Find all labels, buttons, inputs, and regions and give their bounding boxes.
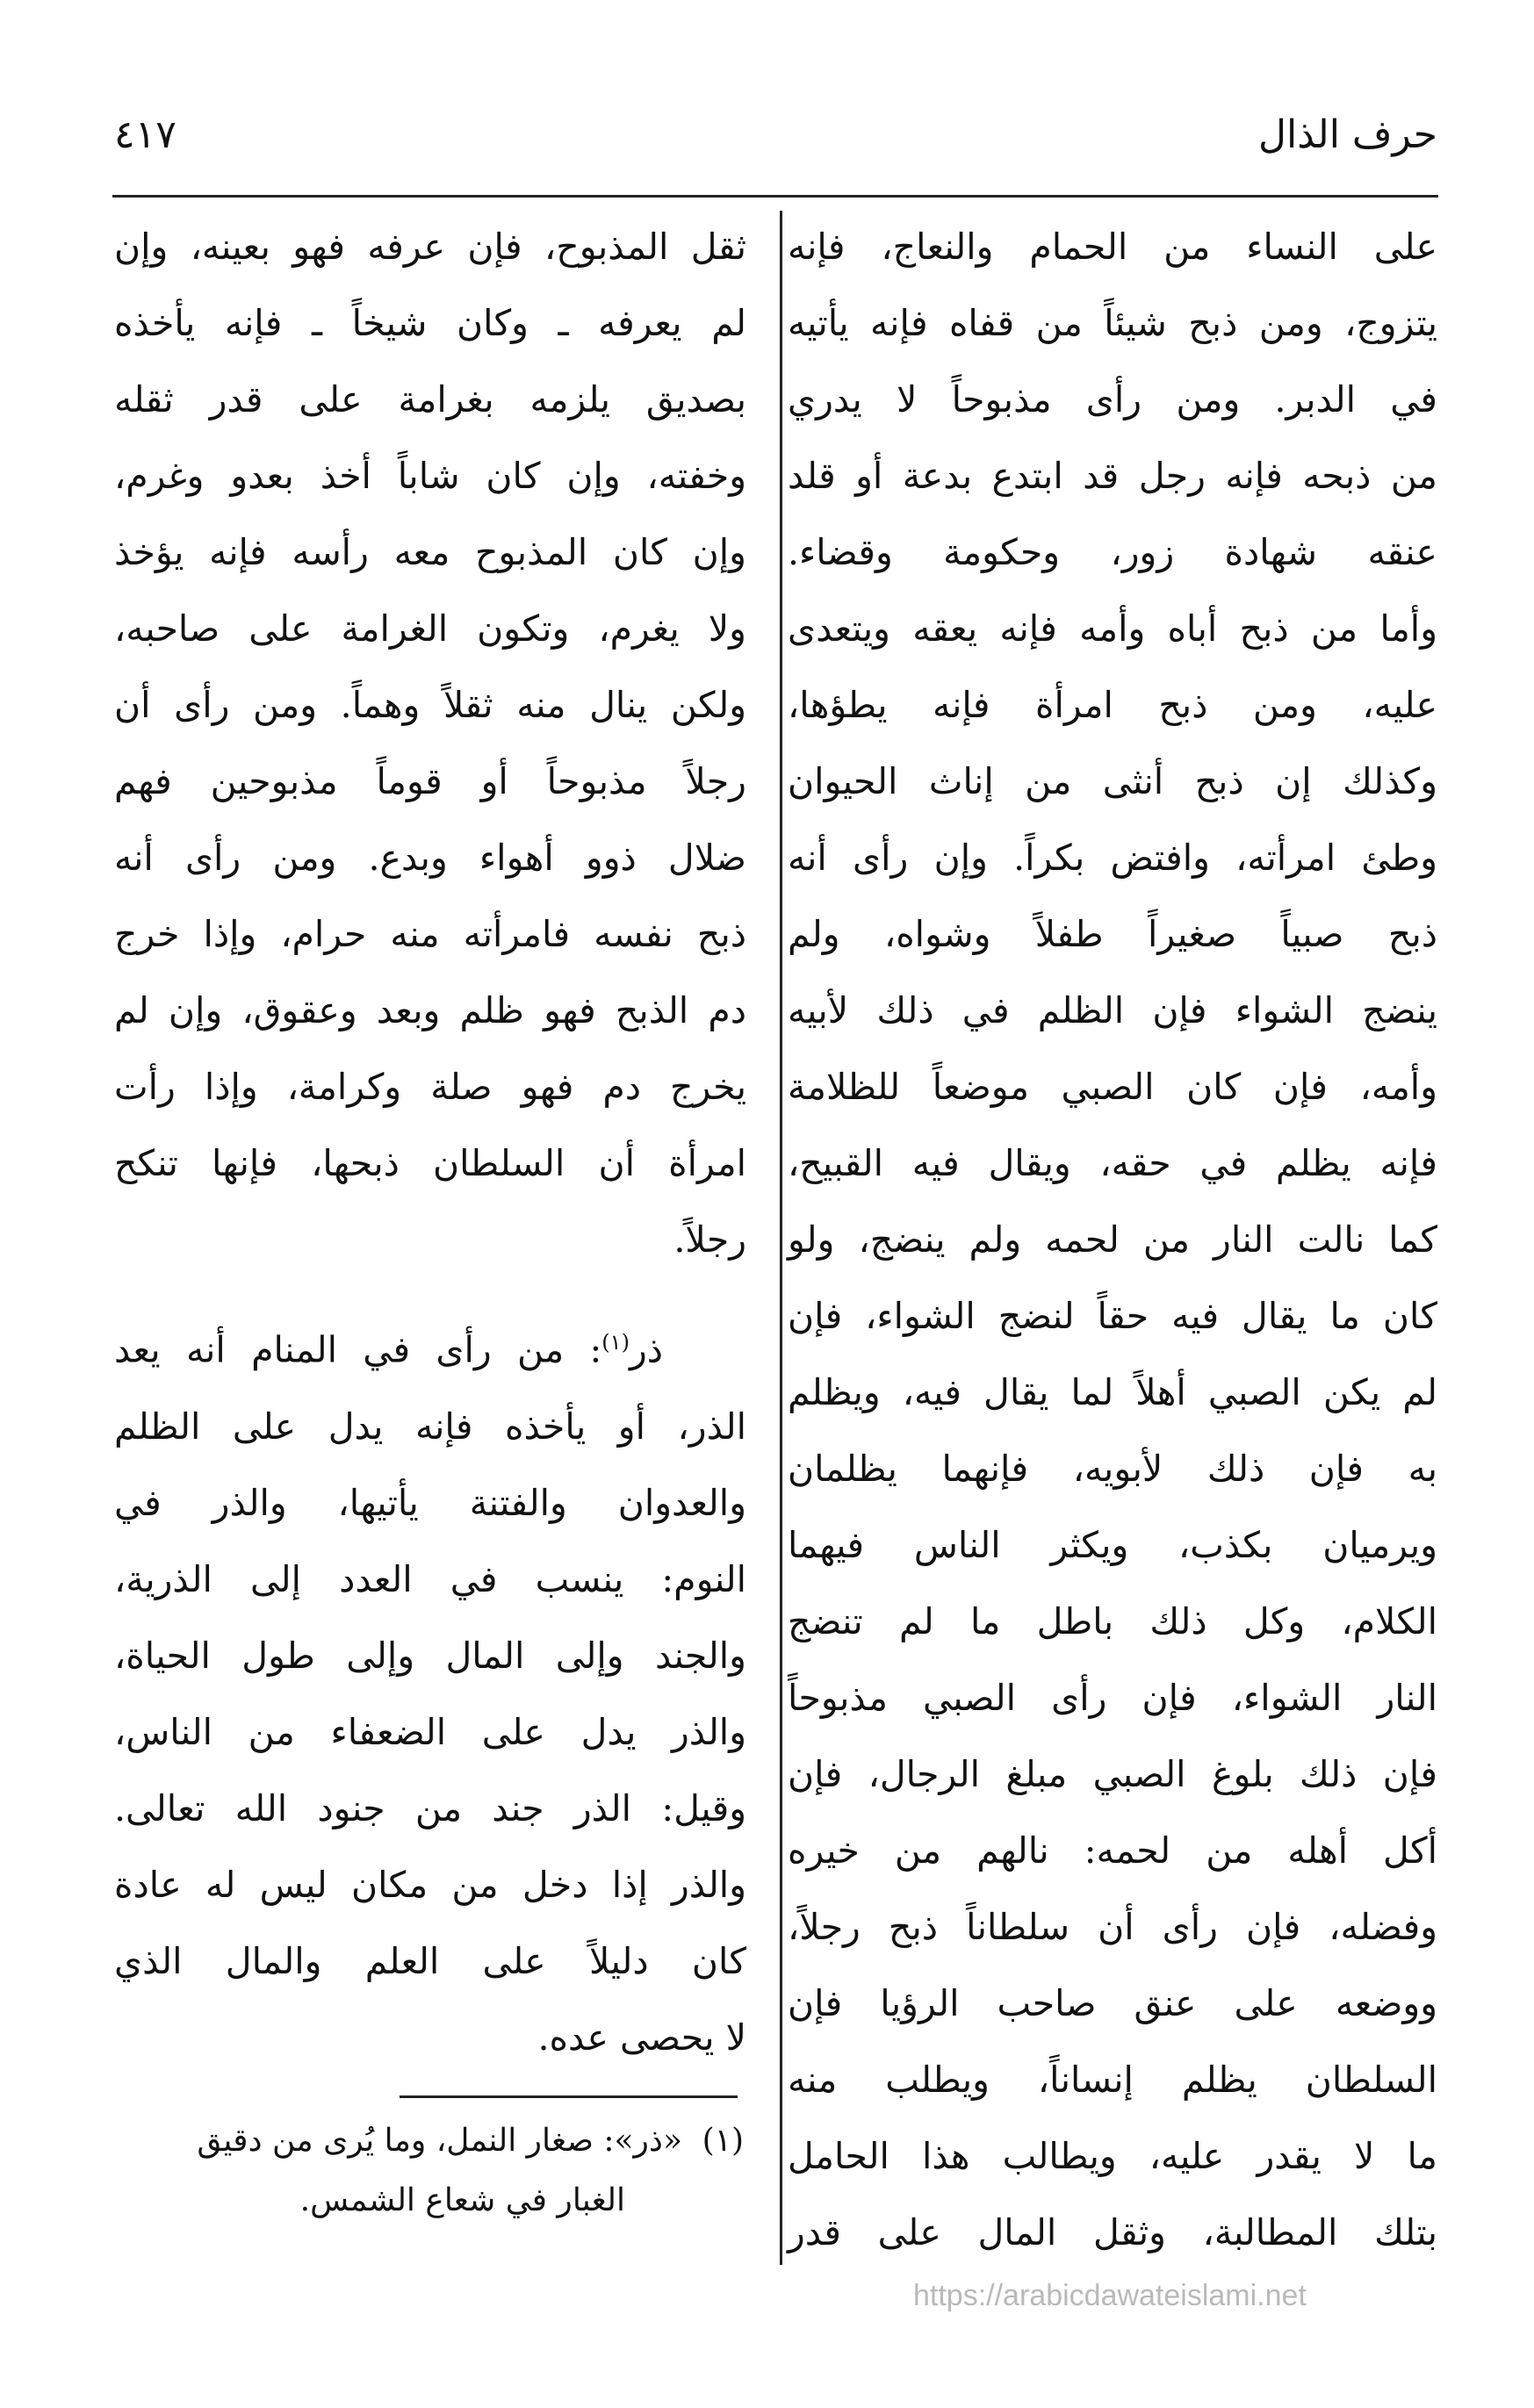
text-line: والجند وإلى المال وإلى طول الحياة،: [114, 1634, 746, 1677]
text-line: وخفته، وإن كان شاباً أخذ بعدو وغرم،: [114, 455, 746, 497]
entry-headword: ذر: [629, 1328, 663, 1371]
text-line: عليه، ومن ذبح امرأة فإنه يطؤها،: [788, 684, 1437, 726]
text-line: ضلال ذوو أهواء وبدع. ومن رأى أنه: [114, 837, 746, 879]
text-line: أكل أهله من لحمه: نالهم من خيره: [788, 1829, 1437, 1872]
text-line: امرأة أن السلطان ذبحها، فإنها تنكح: [114, 1142, 746, 1184]
text-line: لم يكن الصبي أهلاً لما يقال فيه، ويظلم: [788, 1371, 1437, 1413]
text-line: وفضله، فإن رأى أن سلطاناً ذبح رجلاً،: [788, 1906, 1437, 1948]
text-line: وأما من ذبح أباه وأمه فإنه يعقه ويتعدى: [788, 607, 1437, 650]
text-line: فإنه يظلم في حقه، ويقال فيه القبيح،: [788, 1142, 1437, 1184]
text-line: بصديق يلزمه بغرامة على قدر ثقله: [114, 378, 746, 421]
text-line: دم الذبح فهو ظلم وبعد وعقوق، وإن لم: [114, 989, 746, 1031]
text-line: في الدبر. ومن رأى مذبوحاً لا يدري: [788, 378, 1437, 421]
header-rule: [112, 195, 1438, 198]
footnote-line: [112, 2111, 744, 2171]
text-line: كان دليلاً على العلم والمال الذي: [114, 1939, 746, 1982]
text-line: عنقه شهادة زور، وحكومة وقضاء.: [788, 531, 1437, 573]
watermark-url: https://arabicdawateislami.net: [913, 2279, 1307, 2312]
footnote-rule: [400, 2095, 738, 2098]
text-line: ووضعه على عنق صاحب الرؤيا فإن: [788, 1982, 1437, 2024]
text-line: وأمه، فإن كان الصبي موضعاً للظلامة: [788, 1066, 1437, 1108]
text-line: وإن كان المذبوح معه رأسه فإنه يؤخذ: [114, 531, 746, 573]
paragraph-gap: [114, 1278, 746, 1305]
footnote-ref: (١): [601, 1330, 630, 1355]
text-line: ذبح نفسه فامرأته منه حرام، وإذا خرج: [114, 913, 746, 955]
text-line: وطئ امرأته، وافتض بكراً. وإن رأى أنه: [788, 837, 1437, 879]
text-line: ينضج الشواء فإن الظلم في ذلك لأبيه: [788, 989, 1437, 1031]
right-column: [788, 209, 1437, 2271]
text-line: رجلاً.: [673, 1218, 746, 1261]
text-line: والعدوان والفتنة يأتيها، والذر في: [114, 1481, 746, 1524]
text-line: فإن ذلك بلوغ الصبي مبلغ الرجال، فإن: [788, 1753, 1437, 1795]
text-line: ولا يغرم، وتكون الغرامة على صاحبه،: [114, 607, 746, 650]
text-line: الكلام، وكل ذلك باطل ما لم تنضج: [788, 1600, 1437, 1642]
page-number: ٤١٧: [114, 112, 176, 157]
text-line: كما نالت النار من لحمه ولم ينضج، ولو: [788, 1218, 1437, 1261]
text-line: ويرميان بكذب، ويكثر الناس فيهما: [788, 1524, 1437, 1566]
chapter-title: حرف الذال: [1258, 112, 1437, 157]
text-line: من ذبحه فإنه رجل قد ابتدع بدعة أو قلد: [788, 455, 1437, 497]
text-line: الذر، أو يأخذه فإنه يدل على الظلم: [114, 1405, 746, 1448]
text-line: والذر يدل على الضعفاء من الناس،: [114, 1710, 746, 1753]
text-line: النوم: ينسب في العدد إلى الذرية،: [114, 1557, 746, 1600]
text-line: على النساء من الحمام والنعاج، فإنه: [788, 226, 1437, 268]
text-line: ولكن ينال منه ثقلاً وهماً. ومن رأى أن: [114, 684, 746, 726]
text-line: النار الشواء، فإن رأى الصبي مذبوحاً: [788, 1677, 1437, 1719]
footnote: [112, 2111, 744, 2231]
text-line: وقيل: الذر جند من جنود الله تعالى.: [114, 1786, 746, 1829]
text-line: ثقل المذبوح، فإن عرفه فهو بعينه، وإن: [114, 226, 746, 268]
text-line: رجلاً مذبوحاً أو قوماً مذبوحين فهم: [114, 760, 746, 802]
text-line: السلطان يظلم إنساناً، ويطلب منه: [788, 2059, 1437, 2101]
text-line: لم يعرفه ـ وكان شيخاً ـ فإنه يأخذه: [114, 302, 746, 344]
text-line: كان ما يقال فيه حقاً لنضج الشواء، فإن: [788, 1295, 1437, 1337]
text-line: ذبح صبياً صغيراً طفلاً وشواه، ولم: [788, 913, 1437, 955]
text-line: بتلك المطالبة، وثقل المال على قدر: [788, 2211, 1437, 2253]
entry-text: : من رأى في المنام أنه يعد: [114, 1328, 602, 1371]
text-line: لا يحصى عده.: [537, 2016, 746, 2059]
text-line: يخرج دم فهو صلة وكرامة، وإذا رأت: [114, 1066, 746, 1108]
footnote-marker: (١): [702, 2123, 744, 2159]
text-line: يتزوج، ومن ذبح شيئاً من قفاه فإنه يأتيه: [788, 302, 1437, 344]
column-divider: [780, 211, 782, 2265]
footnote-text: «ذر»: صغار النمل، وما يُرى من دقيق: [197, 2123, 682, 2159]
entry-first-line: [114, 1305, 746, 1389]
footnote-line: الغبار في شعاع الشمس.: [299, 2182, 625, 2218]
text-line: وكذلك إن ذبح أنثى من إناث الحيوان: [788, 760, 1437, 802]
left-column: [114, 209, 746, 2076]
text-line: ما لا يقدر عليه، ويطالب هذا الحامل: [788, 2135, 1437, 2177]
text-line: به فإن ذلك لأبويه، فإنهما يظلمان: [788, 1448, 1437, 1490]
text-line: والذر إذا دخل من مكان ليس له عادة: [114, 1863, 746, 1906]
